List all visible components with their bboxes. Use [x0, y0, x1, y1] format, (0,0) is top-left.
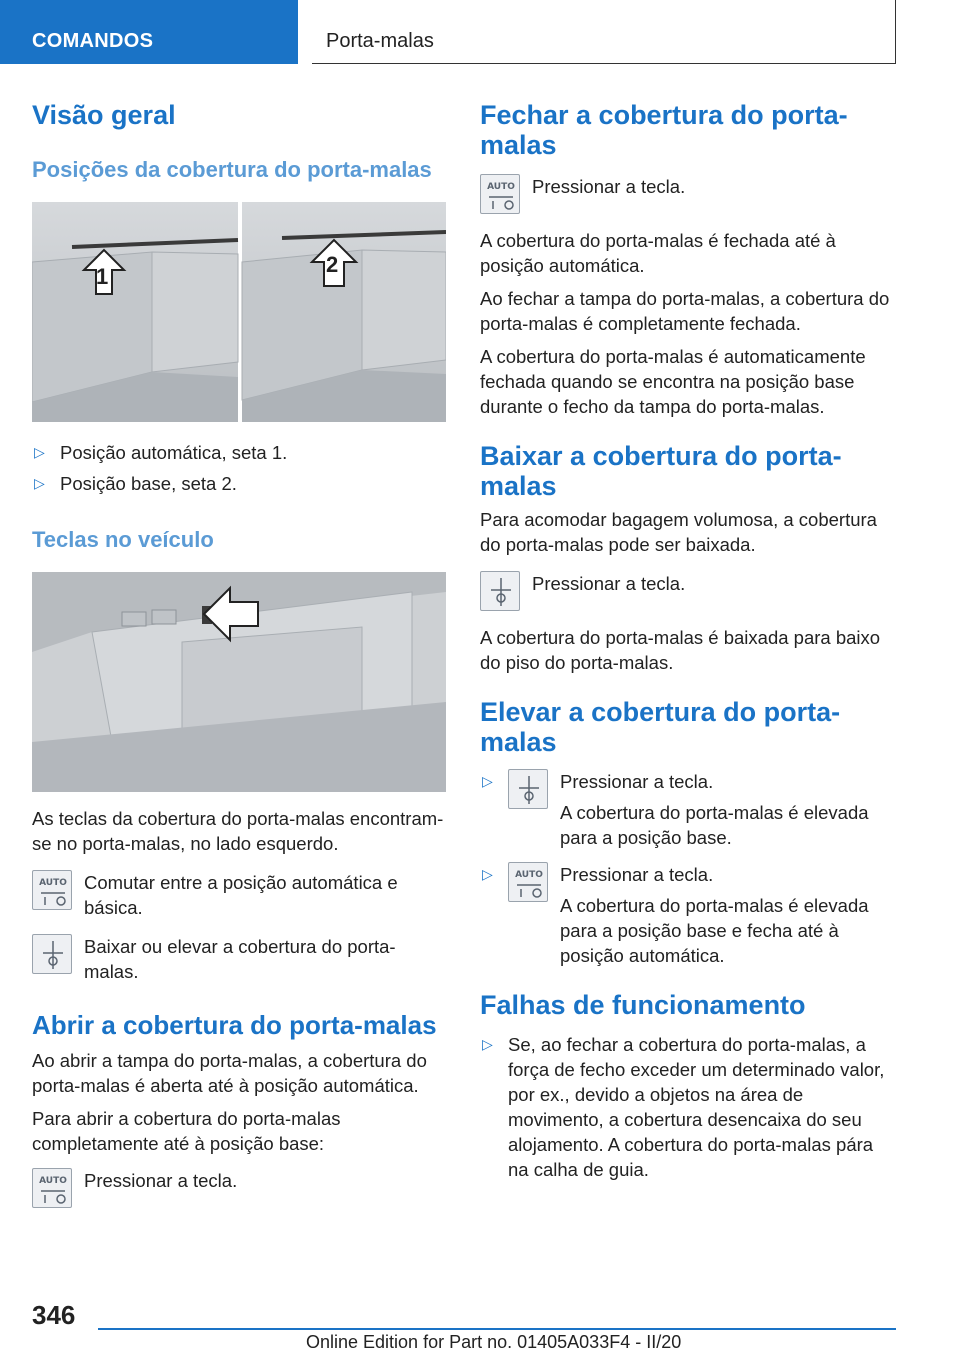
key-row-updown [32, 934, 446, 984]
raise-b1-text: A cobertura do porta-malas é elevada para a posição base. [560, 802, 869, 848]
auto-key-icon [480, 174, 520, 214]
heading-cover-positions: Posições da cobertura do porta-malas [32, 157, 432, 182]
raise-b1-key-text: Pressionar a tecla. [560, 771, 714, 792]
left-column [32, 100, 446, 1212]
photo-label-1: 1 [96, 264, 109, 289]
key-auto-text: Comutar entre a posição automática e básica. [84, 872, 398, 918]
lower-paragraph-1: Para acomodar bagagem volumosa, a cobertura do porta-malas pode ser baixada. [480, 509, 877, 555]
key-row-open [32, 1168, 446, 1212]
auto-key-label: AUTO [487, 182, 515, 192]
heading-close-cover: Fechar a cobertura do porta-malas [480, 100, 848, 160]
auto-key-icon [508, 862, 548, 902]
lower-key-text: Pressionar a tecla. [532, 573, 686, 594]
key-row-close [480, 174, 894, 218]
updown-key-icon [32, 934, 72, 974]
heading-vehicle-keys: Teclas no veículo [32, 527, 214, 552]
bullet-automatic-position: ▷ Posição automática, seta 1. [34, 442, 288, 463]
auto-key-icon [32, 870, 72, 910]
heading-faults: Falhas de funcionamento [480, 990, 806, 1020]
keys-intro-text: As teclas da cobertura do porta-malas encontram-se no porta-malas, no lado esquerdo. [32, 808, 444, 854]
header-chapter-label: Porta-malas [326, 30, 434, 52]
triangle-bullet-icon: ▷ [482, 1036, 493, 1052]
keys-location-photo [32, 572, 446, 792]
trunk-photo-illustration [32, 202, 446, 422]
heading-lower-cover: Baixar a cobertura do porta-malas [480, 441, 842, 501]
auto-key-icon [32, 1168, 72, 1208]
triangle-bullet-icon: ▷ [34, 444, 45, 460]
close-paragraph-1: A cobertura do porta-malas é fechada até à posição automática. [480, 230, 836, 276]
heading-overview: Visão geral [32, 100, 176, 130]
footer-divider [98, 1328, 896, 1330]
triangle-bullet-icon: ▷ [34, 475, 45, 491]
trunk-keys-illustration [32, 572, 446, 792]
raise-bullet-1 [480, 769, 894, 850]
open-paragraph-2: Para abrir a cobertura do porta-malas completamente até à posição base: [32, 1108, 341, 1154]
header-section-tab [0, 0, 298, 64]
header-section-label: COMANDOS [32, 30, 154, 52]
triangle-bullet-icon: ▷ [482, 773, 493, 789]
heading-open-cover: Abrir a cobertura do porta-malas [32, 1010, 437, 1040]
auto-key-label: AUTO [515, 870, 543, 880]
key-row-auto [32, 870, 446, 920]
header-chapter-box [312, 0, 896, 64]
footer-edition: Online Edition for Part no. 01405A033F4 - II/20 [306, 1332, 682, 1352]
heading-raise-cover: Elevar a cobertura do porta-malas [480, 697, 841, 757]
photo-label-2: 2 [326, 252, 339, 277]
page-number: 346 [32, 1300, 76, 1330]
open-key-text: Pressionar a tecla. [84, 1170, 238, 1191]
raise-b2-text: A cobertura do porta-malas é elevada para a posição base e fecha até à posição automática. [560, 895, 869, 966]
cover-positions-photo [32, 202, 446, 422]
close-key-text: Pressionar a tecla. [532, 176, 686, 197]
raise-b2-key-text: Pressionar a tecla. [560, 864, 714, 885]
faults-bullet-1: ▷ Se, ao fechar a cobertura do porta-malas, a força de fecho exceder um determinado valor, por ex., devido a objetos na área de movimento, a cobertura desencaixa do seu alojamento. A cobertura do porta-malas pára na calha de guia. [482, 1034, 885, 1180]
auto-key-label: AUTO [39, 878, 67, 888]
close-paragraph-3: A cobertura do porta-malas é automaticamente fechada quando se encontra na posição base durante o fecho da tampa do porta-malas. [480, 346, 866, 417]
auto-key-label: AUTO [39, 1176, 67, 1186]
close-paragraph-2: Ao fechar a tampa do porta-malas, a cobertura do porta-malas é completamente fechada. [480, 288, 890, 334]
updown-key-icon [508, 769, 548, 809]
open-paragraph-1: Ao abrir a tampa do porta-malas, a cobertura do porta-malas é aberta até à posição automática. [32, 1050, 427, 1096]
raise-bullet-2 [480, 862, 894, 968]
triangle-bullet-icon: ▷ [482, 866, 493, 882]
bullet-base-position: ▷ Posição base, seta 2. [34, 473, 237, 494]
lower-paragraph-2: A cobertura do porta-malas é baixada para baixo do piso do porta-malas. [480, 627, 881, 673]
right-column [480, 100, 894, 1182]
updown-key-icon [480, 571, 520, 611]
key-row-lower [480, 571, 894, 615]
key-updown-text: Baixar ou elevar a cobertura do porta-malas. [84, 936, 396, 982]
